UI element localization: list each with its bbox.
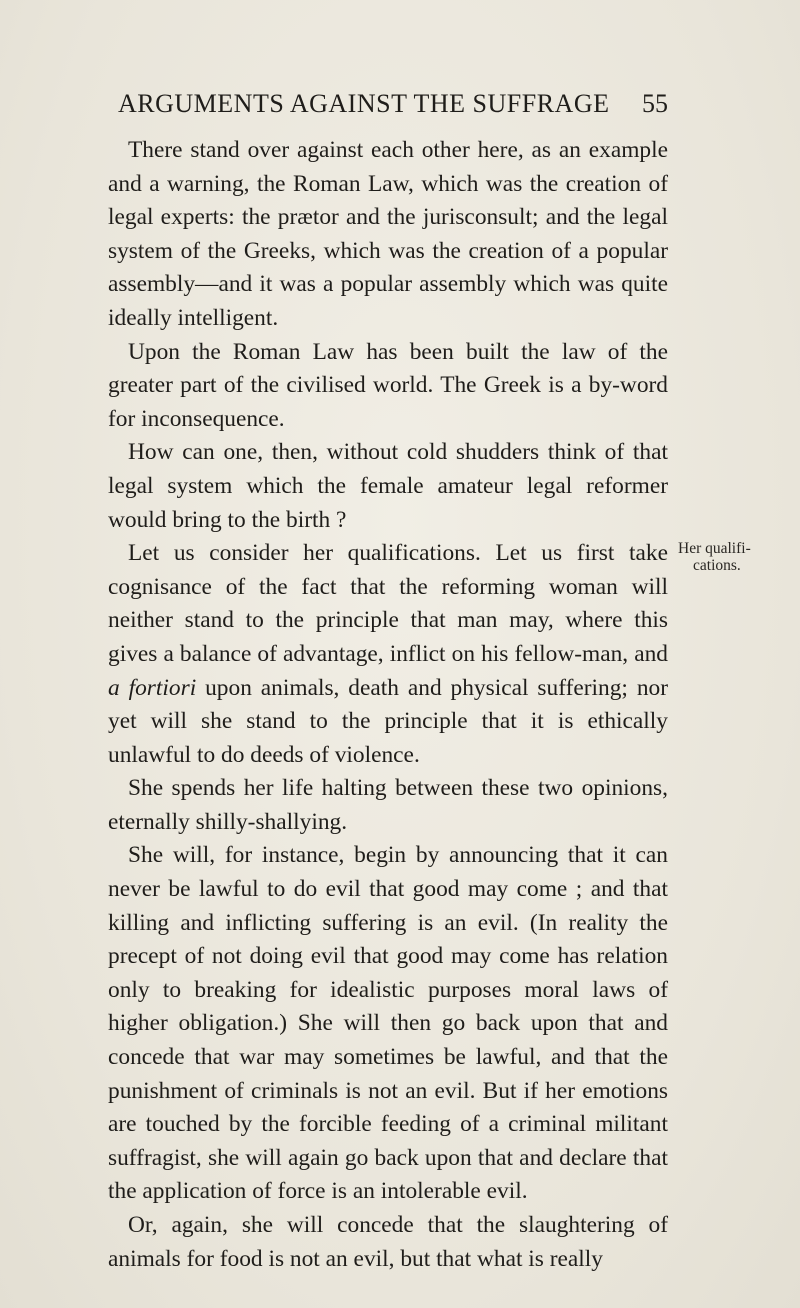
paragraph: Or, again, she will concede that the slaughtering of animals for food is not an evil, but that what is really: [108, 1212, 668, 1272]
margin-note-line: Her qualifi-: [678, 540, 751, 557]
page-number: 55: [642, 89, 668, 118]
paragraph-text: Let us consider her qualifications. Let us first take cognisance of the fact that the reforming woman will neither stand to the principle that man may, where this gives a balance of advantage, inflict on his fellow-man, and: [108, 540, 668, 667]
body-text: [108, 134, 668, 1276]
running-head-title: ARGUMENTS AGAINST THE SUFFRAGE: [118, 89, 610, 118]
paragraph-text: upon animals, death and physical suffering; nor yet will she stand to the principle that it is ethically unlawful to do deeds of violence.: [108, 674, 668, 768]
paragraph: [108, 537, 668, 772]
paragraph: She spends her life halting between these two opinions, eternally shilly-shallying.: [108, 775, 668, 835]
margin-note-line: cations.: [693, 557, 741, 574]
running-head: [118, 86, 668, 122]
paragraph: How can one, then, without cold shudders think of that legal system which the female amateur legal reformer would bring to the birth ?: [108, 439, 668, 533]
margin-note: [678, 540, 800, 574]
paragraph: She will, for instance, begin by announcing that it can never be lawful to do evil that good may come ; and that killing and inflicting suffering is an evil. (In reality the precept of not doing evil that good may come has relation only to breaking for idealistic purposes moral laws of higher obligation.) She will then go back upon that and concede that war may sometimes be lawful, and that the punishment of criminals is not an evil. But if her emotions are touched by the forcible feeding of a criminal militant suffragist, she will again go back upon that and declare that the application of force is an intolerable evil.: [108, 842, 668, 1205]
paragraph: There stand over against each other here, as an example and a warning, the Roman Law, which was the creation of legal experts: the prætor and the jurisconsult; and the legal system of the Greeks, which was the creation of a popular assembly—and it was a popular assembly which was quite ideally intelligent.: [108, 137, 668, 331]
emphasis-text: a fortiori: [108, 674, 197, 701]
paragraph: Upon the Roman Law has been built the law of the greater part of the civilised world. The Greek is a by-word for inconsequence.: [108, 338, 668, 432]
